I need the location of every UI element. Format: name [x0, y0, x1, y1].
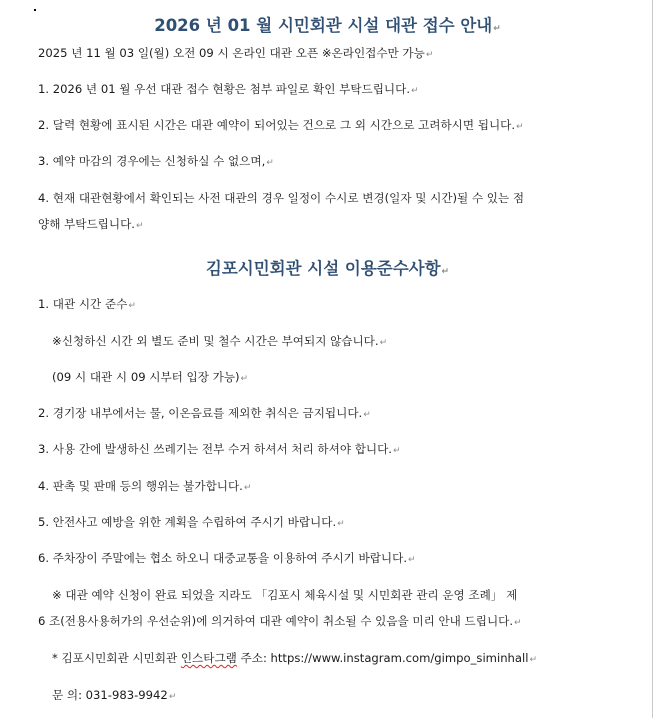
paragraph-mark-icon: ↵	[243, 483, 252, 493]
spellcheck-word: 인스타그램	[180, 651, 237, 665]
contact-line: 문 의: 031-983-9942↵	[52, 688, 177, 702]
corner-marker	[34, 9, 36, 11]
page-border	[652, 0, 653, 718]
notice-item-1: 1. 2026 년 01 월 우선 대관 접수 현황은 첨부 파일로 확인 부탁드립니다.↵	[38, 82, 419, 96]
rule-3: 3. 사용 간에 발생하신 쓰레기는 전부 수거 하셔서 처리 하셔야 합니다.↵	[38, 442, 401, 456]
paragraph-mark-icon: ↵	[363, 410, 371, 420]
open-notice: 2025 년 11 월 03 일(월) 오전 09 시 온라인 대관 오픈 ※온라인접수만 가능↵	[38, 46, 434, 60]
cancel-notice-line-2: 6 조(전용사용허가의 우선순위)에 의거하여 대관 예약이 취소될 수 있음을 미리 안내 드립니다.↵	[38, 614, 522, 628]
paragraph-mark-icon: ↵	[379, 338, 388, 348]
paragraph-mark-icon: ↵	[514, 618, 522, 628]
rule-1-entry-note: (09 시 대관 시 09 시부터 입장 가능)↵	[52, 370, 249, 384]
rule-1-note: ※신청하신 시간 외 별도 준비 및 철수 시간은 부여되지 않습니다.↵	[52, 334, 388, 348]
paragraph-mark-icon: ↵	[529, 655, 537, 665]
paragraph-mark-icon: ↵	[408, 555, 416, 565]
paragraph-mark-icon: ↵	[337, 519, 345, 529]
notice-item-3: 3. 예약 마감의 경우에는 신청하실 수 없으며,↵	[38, 154, 274, 168]
notice-item-2: 2. 달력 현황에 표시된 시간은 대관 예약이 되어있는 건으로 그 외 시간으로 고려하시면 됩니다.↵	[38, 118, 524, 132]
rule-6: 6. 주차장이 주말에는 협소 하오니 대중교통을 이용하여 주시기 바랍니다.↵	[38, 551, 416, 565]
paragraph-mark-icon: ↵	[425, 50, 434, 60]
paragraph-mark-icon: ↵	[135, 221, 144, 231]
paragraph-mark-icon: ↵	[411, 86, 419, 96]
paragraph-mark-icon: ↵	[393, 446, 401, 456]
notice-item-4-cont: 양해 부탁드립니다.↵	[38, 217, 144, 231]
rule-4: 4. 판촉 및 판매 등의 행위는 불가합니다.↵	[38, 479, 252, 493]
cancel-notice-line-1: ※ 대관 예약 신청이 완료 되었을 지라도 「김포시 체육시설 및 시민회관 관리 운영 조례」 제	[52, 588, 518, 602]
notice-item-4: 4. 현재 대관현황에서 확인되는 사전 대관의 경우 일정이 수시로 변경(일자 및 시간)될 수 있는 점	[38, 191, 525, 205]
paragraph-mark-icon: ↵	[240, 374, 249, 384]
paragraph-mark-icon: ↵	[493, 24, 501, 34]
paragraph-mark-icon: ↵	[266, 158, 274, 168]
instagram-line: * 김포시민회관 시민회관 인스타그램 주소: https://www.instagram.com/gimpo_siminhall↵	[52, 651, 537, 665]
paragraph-mark-icon: ↵	[441, 267, 450, 277]
paragraph-mark-icon: ↵	[516, 122, 524, 132]
page-title: 2026 년 01 월 시민회관 시설 대관 접수 안내↵	[154, 16, 501, 35]
section-title: 김포시민회관 시설 이용준수사항↵	[205, 259, 450, 278]
rule-2: 2. 경기장 내부에서는 물, 이온음료를 제외한 취식은 금지됩니다.↵	[38, 406, 371, 420]
paragraph-mark-icon: ↵	[168, 692, 177, 702]
instagram-url[interactable]: 주소: https://www.instagram.com/gimpo_siminhall	[236, 651, 529, 665]
paragraph-mark-icon: ↵	[128, 301, 136, 311]
rule-5: 5. 안전사고 예방을 위한 계획을 수립하여 주시기 바랍니다.↵	[38, 515, 345, 529]
rule-1: 1. 대관 시간 준수↵	[38, 297, 136, 311]
